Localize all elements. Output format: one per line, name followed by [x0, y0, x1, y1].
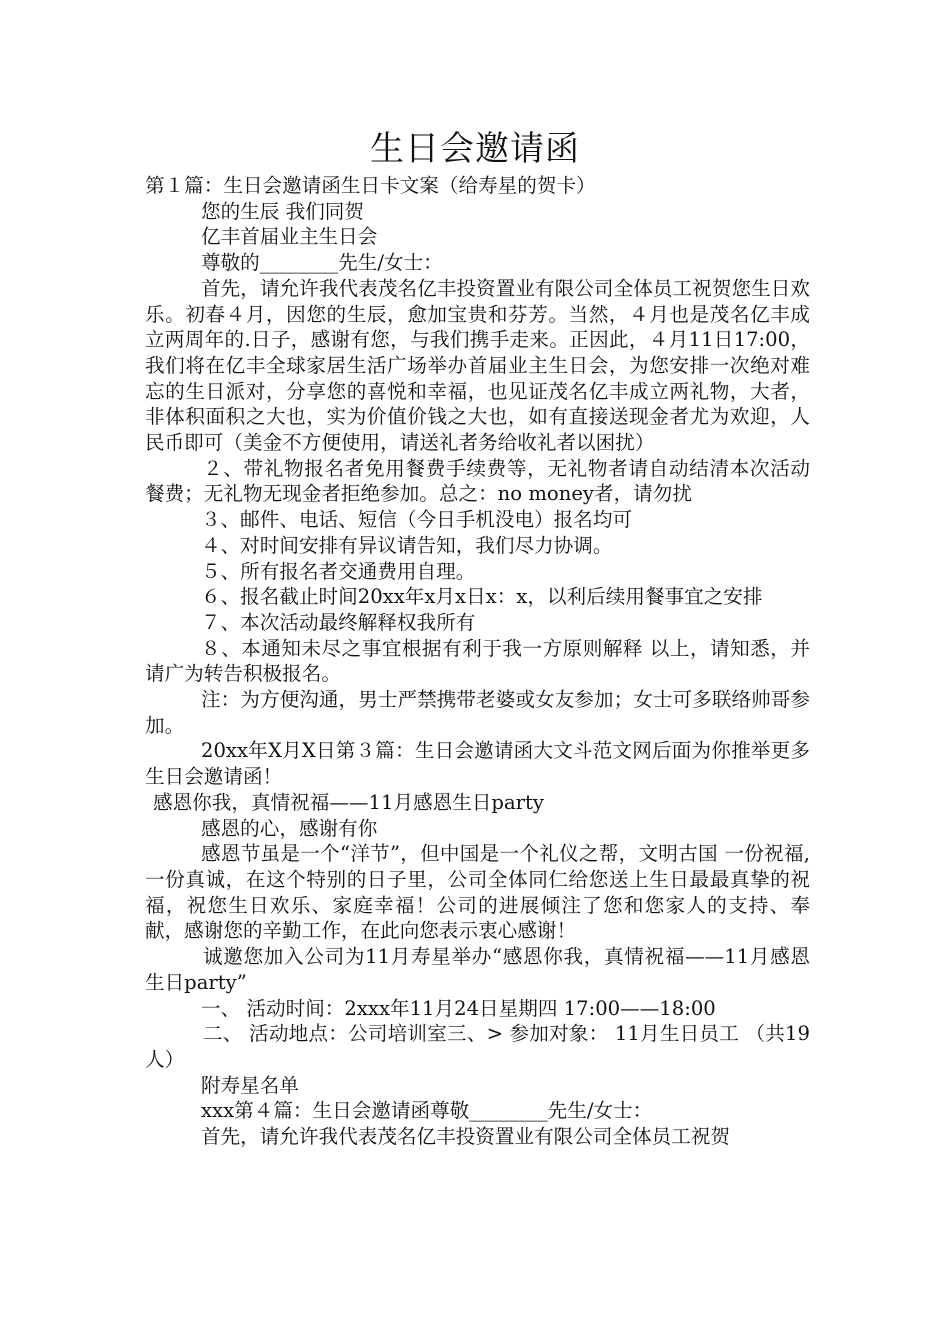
paragraph: 感恩你我，真情祝福——11月感恩生日party [153, 790, 544, 814]
paragraph: 一、 活动时间：2xxx年11月24日星期四 17:00——18:00 [201, 996, 716, 1020]
paragraph: ７、本次活动最终解释权我所有 [201, 610, 476, 634]
paragraph: 您的生辰 我们同贺 [201, 199, 364, 223]
paragraph: 感恩节虽是一个“洋节”，但中国是一个礼仪之帮，文明古国 一份祝福,一份真诚，在这个特别的日子里，公司全体同仁给您送上生日最最真挚的祝福，祝您生日欢乐、家庭幸福！公司的进展倾注了您和您家人的支持、奉献，感谢您的辛勤工作，在此向您表示衷心感谢！ [145, 842, 810, 943]
paragraph: 注：为方便沟通，男士严禁携带老婆或女友参加；女士可多联络帅哥参加。 [145, 688, 810, 737]
paragraph: 感恩的心，感谢有你 [201, 816, 378, 840]
paragraph: 附寿星名单 [201, 1073, 299, 1097]
paragraph: 诚邀您加入公司为11月寿星举办“感恩你我，真情祝福——11月感恩生日party” [145, 945, 810, 994]
paragraph: ５、所有报名者交通费用自理。 [201, 559, 476, 583]
paragraph: ６、报名截止时间20xx年x月x日x：x，以利后续用餐事宜之安排 [201, 585, 763, 609]
paragraph: 首先，请允许我代表茂名亿丰投资置业有限公司全体员工祝贺您生日欢乐。初春４月，因您的生辰，愈加宝贵和芬芳。当然，４月也是茂名亿丰成立两周年的.日子，感谢有您，与我们携手走来。正因此，４月11日17:00，我们将在亿丰全球家居生活广场举办首届业主生日会，为您安排一次绝对难忘的生日派对，分享您的喜悦和幸福，也见证茂名亿丰成立两礼物，大者，非体积面积之大也，实为价值价钱之大也，如有直接送现金者尤为欢迎，人民币即可（美金不方便使用，请送礼者务给收礼者以困扰） [145, 276, 810, 455]
paragraph: ８、本通知未尽之事宜根据有利于我一方原则解释 以上，请知悉，并请广为转告积极报名。 [145, 636, 810, 686]
document-body [145, 173, 810, 1150]
paragraph: 亿丰首届业主生日会 [201, 225, 378, 249]
paragraph: 二、 活动地点：公司培训室三、> 参加对象： 11月生日员工 （共19人） [145, 1022, 810, 1071]
paragraph: 第１篇：生日会邀请函生日卡文案（给寿星的贺卡） [145, 174, 596, 197]
paragraph: 首先，请允许我代表茂名亿丰投资置业有限公司全体员工祝贺 [201, 1125, 731, 1149]
paragraph: ２、带礼物报名者免用餐费手续费等，无礼物者请自动结清本次活动餐费；无礼物无现金者拒绝参加。总之：no money者，请勿扰 [145, 456, 810, 506]
paragraph: 尊敬的________先生/女士： [201, 251, 443, 275]
document-title: 生日会邀请函 [370, 129, 580, 169]
paragraph: 20xx年X月X日第３篇：生日会邀请函大文斗范文网后面为你推举更多生日会邀请函！ [145, 739, 810, 789]
paragraph: xxx第４篇：生日会邀请函尊敬________先生/女士： [201, 1099, 653, 1123]
paragraph: ４、对时间安排有异议请告知，我们尽力协调。 [201, 533, 613, 557]
paragraph: ３、邮件、电话、短信（今日手机没电）报名均可 [201, 508, 633, 532]
